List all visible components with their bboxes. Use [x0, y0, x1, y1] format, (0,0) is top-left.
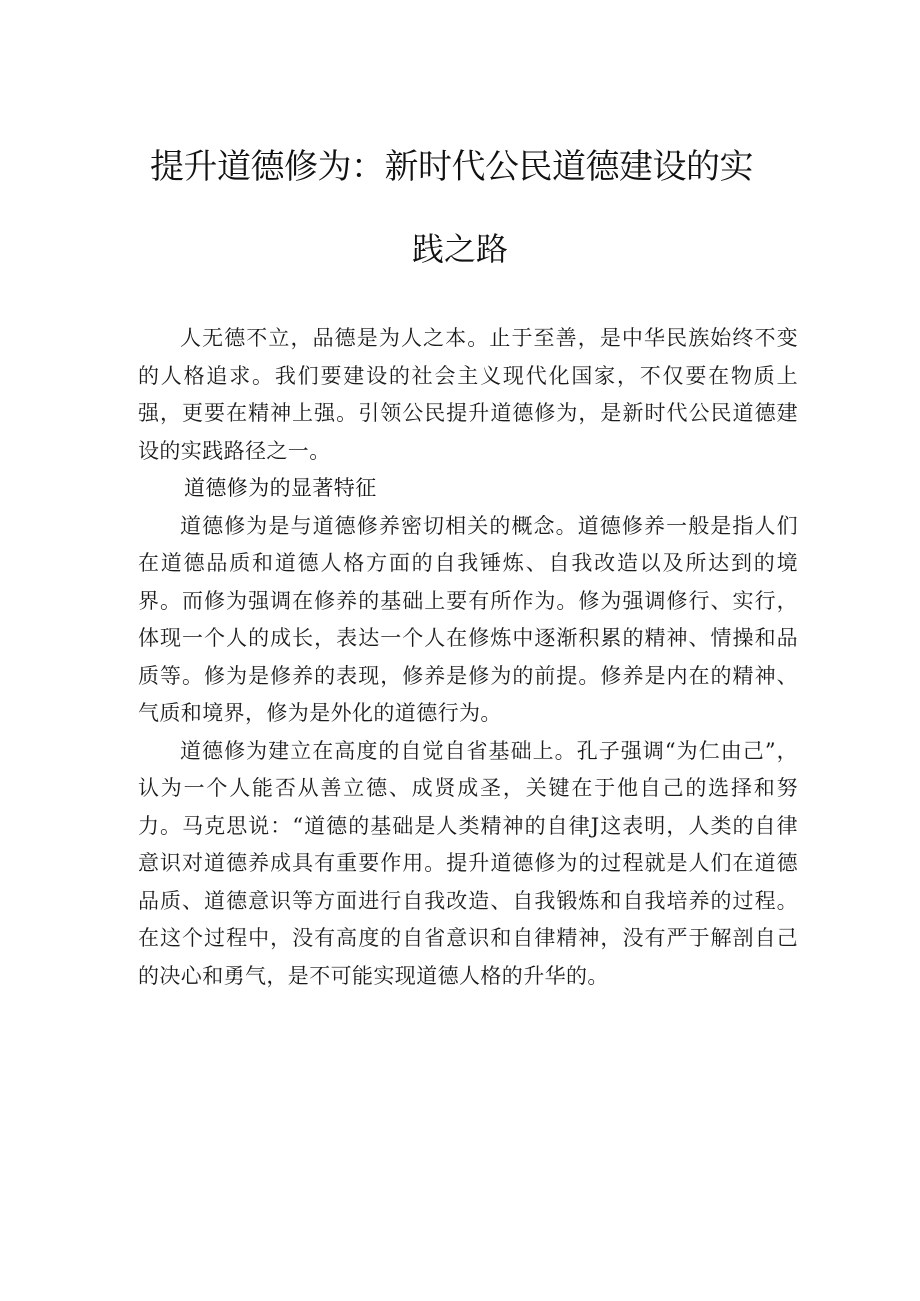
document-body	[138, 320, 798, 995]
intro-paragraph: 人无德不立，品德是为人之本。止于至善，是中华民族始终不变的人格追求。我们要建设的社会主义现代化国家，不仅要在物质上强，更要在精神上强。引领公民提升道德修为，是新时代公民道德建设的实践路径之一。	[138, 326, 798, 463]
document-title-line-1: 提升道德修为：新时代公民道德建设的实	[150, 147, 753, 187]
section-heading: 道德修为的显著特征	[184, 476, 377, 500]
section-paragraph-2: 道德修为建立在高度的自觉自省基础上。孔子强调“为仁由己”，认为一个人能否从善立德、成贤成圣，关键在于他自己的选择和努力。马克思说：“道德的基础是人类精神的自律J这表明，人类的自律意识对道德养成具有重要作用。提升道德修为的过程就是人们在道德品质、道德意识等方面进行自我改造、自我锻炼和自我培养的过程。在这个过程中，没有高度的自省意识和自律精神，没有严于解剖自己的决心和勇气，是不可能实现道德人格的升华的。	[138, 738, 798, 988]
document-title-line-2: 践之路	[411, 230, 508, 268]
section-paragraph-1: 道德修为是与道德修养密切相关的概念。道德修养一般是指人们在道德品质和道德人格方面的自我锤炼、自我改造以及所达到的境界。而修为强调在修养的基础上要有所作为。修为强调修行、实行，体现一个人的成长，表达一个人在修炼中逐渐积累的精神、情操和品质等。修为是修养的表现，修养是修为的前提。修养是内在的精神、气质和境界，修为是外化的道德行为。	[138, 513, 798, 725]
